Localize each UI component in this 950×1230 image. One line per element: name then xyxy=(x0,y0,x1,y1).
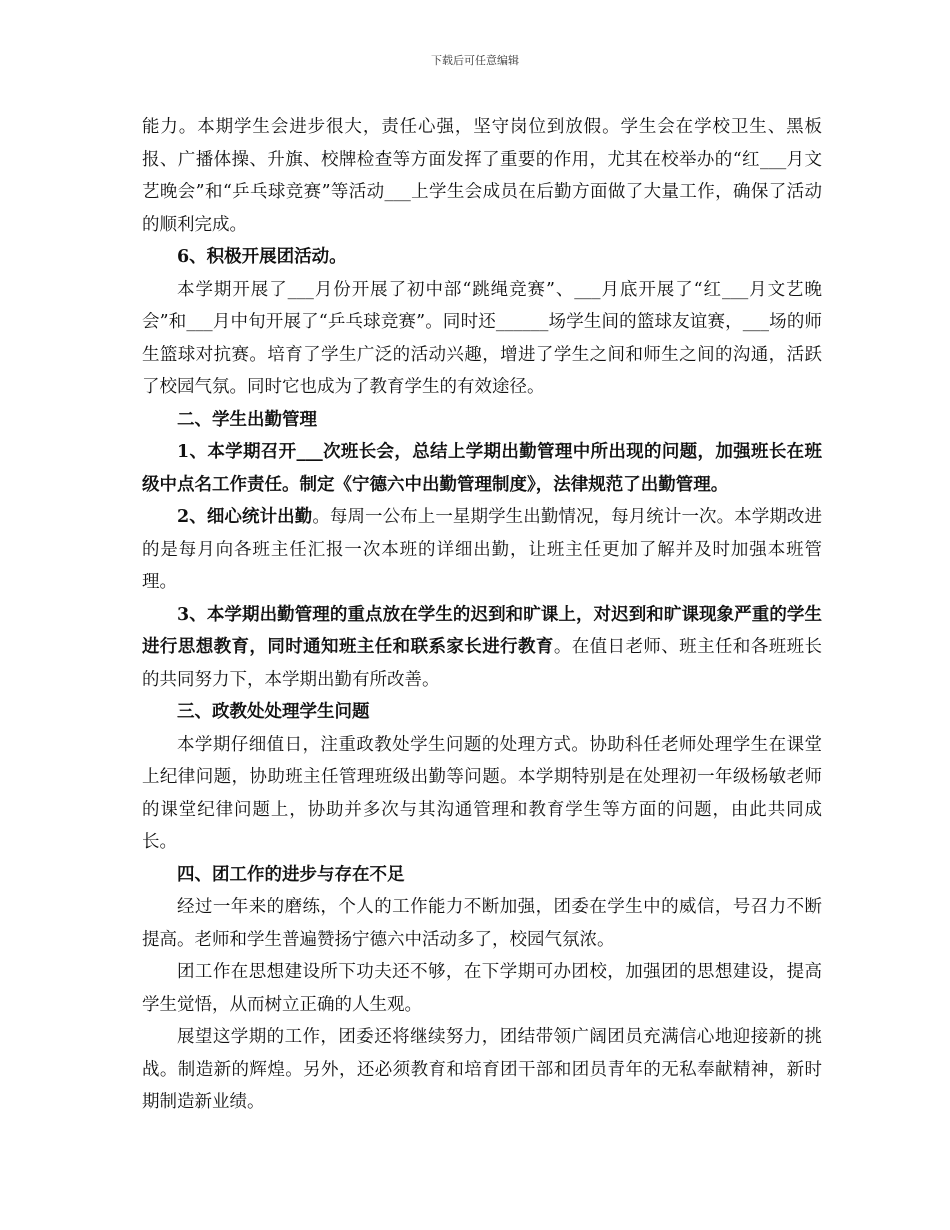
paragraph-progress-ability: 经过一年来的磨练，个人的工作能力不断加强，团委在学生中的威信，号召力不断提高。老师和学生普遍赞扬宁德六中活动多了，校园气氛浓。 xyxy=(142,897,822,950)
paragraph-attendance-statistics xyxy=(142,501,822,599)
section-heading-league-activities: 6、积极开展团活动。 xyxy=(177,247,347,267)
section-heading-progress: 四、团工作的进步与存在不足 xyxy=(177,864,405,885)
section-heading-student-issues: 三、政教处处理学生问题 xyxy=(177,702,370,722)
paragraph-text: 。在值日老师、班主任和各班班长的共同努力下，本学期出勤有所改善。 xyxy=(142,637,823,690)
paragraph-attendance-meeting: 1、本学期召开___次班长会，总结上学期出勤管理中所出现的问题，加强班长在班级中点名工作责任。制定《宁德六中出勤管理制度》，法律规范了出勤管理。 xyxy=(142,442,822,495)
paragraph-attendance-focus xyxy=(142,599,822,697)
paragraph-student-union: 能力。本期学生会进步很大，责任心强，坚守岗位到放假。学生会在学校卫生、黑板报、广播体操、升旗、校牌检查等方面发挥了重要的作用，尤其在校举办的“红___月文艺晚会”和“乒乓球竞赛”等活动___上学生会成员在后勤方面做了大量工作，确保了活动的顺利完成。 xyxy=(142,117,822,235)
paragraph-text: 。每周一公布上一星期学生出勤情况，每月统计一次。本学期改进的是每月向各班主任汇报一次本班的详细出勤，让班主任更加了解并及时加强本班管理。 xyxy=(142,507,822,592)
document-body xyxy=(142,111,822,1119)
paragraph-league-activities: 本学期开展了___月份开展了初中部“跳绳竞赛”、___月底开展了“红___月文艺晚会”和___月中旬开展了“乒乓球竞赛”。同时还______场学生间的篮球友谊赛，___场的师生篮球对抗赛。培育了学生广泛的活动兴趣，增进了学生之间和师生之间的沟通，活跃了校园气氛。同时它也成为了教育学生的有效途径。 xyxy=(142,279,822,397)
paragraph-student-issues: 本学期仔细值日，注重政教处学生问题的处理方式。协助科任老师处理学生在课堂上纪律问题，协助班主任管理班级出勤等问题。本学期特别是在处理初一年级杨敏老师的课堂纪律问题上，协助并多次与其沟通管理和教育学生等方面的问题，由此共同成长。 xyxy=(142,734,822,852)
paragraph-progress-shortcoming: 团工作在思想建设所下功夫还不够，在下学期可办团校，加强团的思想建设，提高学生觉悟，从而树立正确的人生观。 xyxy=(142,962,822,1015)
paragraph-outlook: 展望这学期的工作，团委还将继续努力，团结带领广阔团员充满信心地迎接新的挑战。制造新的辉煌。另外，还必须教育和培育团干部和团员青年的无私奉献精神，新时期制造新业绩。 xyxy=(142,1027,822,1112)
bold-lead: 2、细心统计出勤 xyxy=(177,507,313,527)
section-heading-attendance: 二、学生出勤管理 xyxy=(177,409,317,430)
page-header: 下载后可任意编辑 xyxy=(431,54,519,67)
bold-lead: 3、本学期出勤管理的重点放在学生的迟到和旷课上，对迟到和旷课现象严重的学生进行思想教育，同时通知班主任和联系家长进行教育 xyxy=(142,604,822,657)
